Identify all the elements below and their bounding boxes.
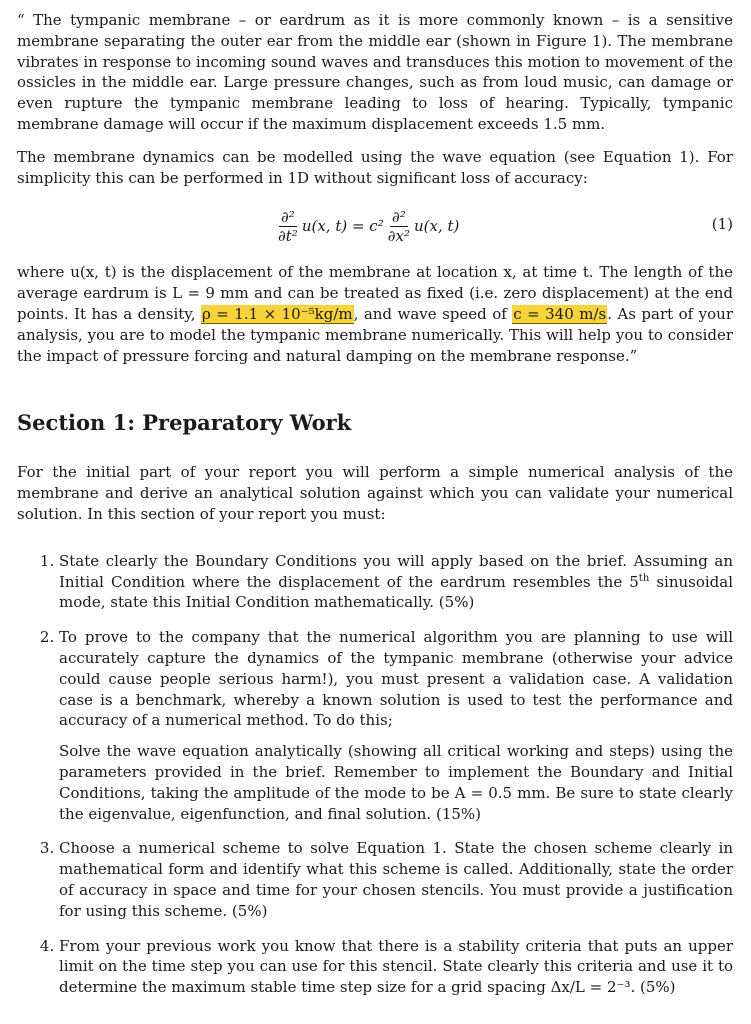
intro-paragraph-1: “ The tympanic membrane – or eardrum as it is more commonly known – is a sensitive membrane separating the outer ear from the middle ear (shown in Figure 1). The membrane vibrates in response to incoming sound waves and transduces this motion to movement of the ossicles in the middle ear. Large pressure changes, such as from loud music, can damage or even rupture the tympanic membrane leading to loss of hearing. Typically, tympanic membrane damage will occur if the maximum displacement exceeds 1.5 mm. [17, 11, 733, 133]
task-item-4: 4. From your previous work you know that there is a stability criteria that puts an upper limit on the time step you can use for this stencil. State clearly this criteria and use it to determine the maximum stable time step size for a grid spacing Δx/L = 2⁻³. (5%) [59, 936, 733, 998]
task-item-1: 1. State clearly the Boundary Conditions you will apply based on the brief. Assuming an Initial Condition where the displacement of the eardrum resembles the 5th sinusoidal mode, state this Initial Condition mathematically. (5%) [59, 551, 733, 613]
intro-paragraph-2: The membrane dynamics can be modelled using the wave equation (see Equation 1). For simplicity this can be performed in 1D without significant loss of accuracy: [17, 147, 733, 187]
section-heading: Section 1: Preparatory Work [17, 410, 352, 436]
task-item-2: 2. To prove to the company that the numerical algorithm you are planning to use will accurately capture the dynamics of the tympanic membrane (otherwise your advice could cause people serious harm!), you must present a validation case. A validation case is a benchmark, whereby a known solution is used to test the performance and accuracy of a numerical method. To do this; Solve the wave equation analytically (showing all critical working and steps) using the parameters provided in the brief. Remember to implement the Boundary and Initial Conditions, taking the amplitude of the mode to be A = 0.5 mm. Be sure to state clearly the eigenvalue, eigenfunction, and final solution. (15%) [59, 627, 733, 824]
wave-equation [17, 198, 733, 254]
task-item-3: 3. Choose a numerical scheme to solve Equation 1. State the chosen scheme clearly in mathematical form and identify what this scheme is called. Additionally, state the order of accuracy in space and time for your chosen stencils. You must provide a justification for using this scheme. (5%) [59, 838, 733, 921]
density-highlight: ρ = 1.1 × 10⁻⁵kg/m [201, 304, 353, 323]
task-list [17, 551, 733, 998]
equation-number: (1) [711, 215, 733, 234]
task-item-2-detail: Solve the wave equation analytically (showing all critical working and steps) using the parameters provided in the brief. Remember to implement the Boundary and Initial Conditions, taking the amplitude of the mode to be A = 0.5 mm. Be sure to state clearly the eigenvalue, eigenfunction, and final solution. (15%) [59, 742, 733, 823]
document-page [17, 10, 733, 1012]
section-intro: For the initial part of your report you will perform a simple numerical analysis of the membrane and derive an analytical solution against which you can validate your numerical solution. In this section of your report you must: [17, 463, 733, 523]
wave-speed-highlight: c = 340 m/s [513, 304, 607, 323]
intro-paragraph-3: where u(x, t) is the displacement of the membrane at location x, at time t. The length of the average eardrum is L = 9 mm and can be treated as fixed (i.e. zero displacement) at the end points. It has a density, ρ = 1.1 × 10⁻⁵kg/m, and wave speed of c = 340 m/s. As part of your analysis, you are to model the tympanic membrane numerically. This will help you to consider the impact of pressure forcing and natural damping on the membrane response.” [17, 263, 733, 365]
wave-equation-formula: $\frac{\text{∂²}}{\text{∂t²}}$ u(x, t) = c² $\frac{\text{∂²}}{\text{∂x²}}$ u(x, t) [278, 207, 460, 245]
